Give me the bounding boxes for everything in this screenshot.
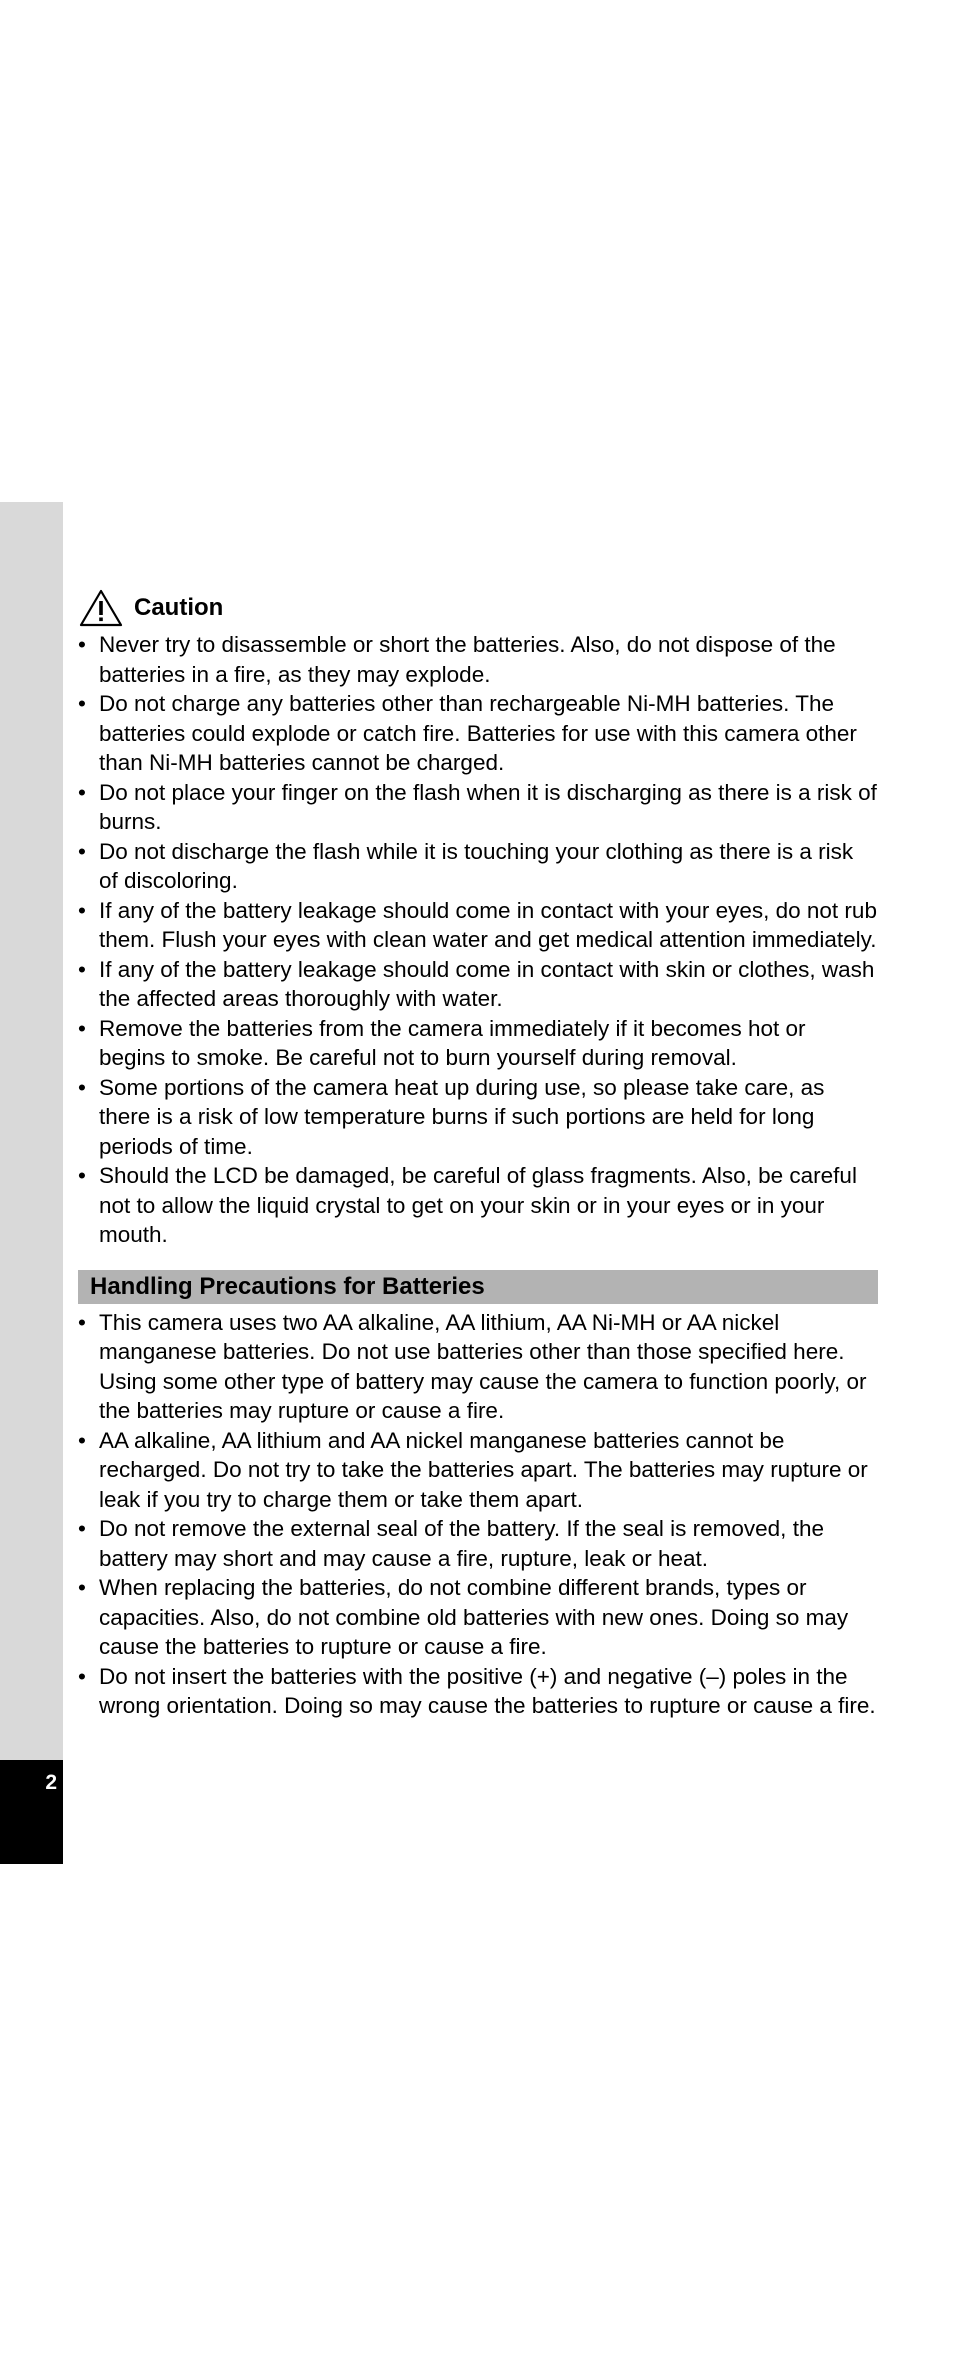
caution-list [78, 630, 878, 1250]
list-item: • Never try to disassemble or short the batteries. Also, do not dispose of the batteries in a fire, as they may explode. [78, 630, 878, 689]
caution-heading [78, 586, 878, 630]
list-item: • Do not remove the external seal of the battery. If the seal is removed, the battery may short and may cause a fire, rupture, leak or heat. [78, 1514, 878, 1573]
page-number: 2 [45, 1771, 57, 1794]
list-item: • Remove the batteries from the camera immediately if it becomes hot or begins to smoke. Be careful not to burn yourself during removal. [78, 1014, 878, 1073]
list-item: • Should the LCD be damaged, be careful of glass fragments. Also, be careful not to allow the liquid crystal to get on your skin or in your eyes or in your mouth. [78, 1161, 878, 1250]
list-item: • Do not place your finger on the flash when it is discharging as there is a risk of burns. [78, 778, 878, 837]
handling-list [78, 1308, 878, 1721]
list-item: • If any of the battery leakage should come in contact with skin or clothes, wash the affected areas thoroughly with water. [78, 955, 878, 1014]
side-band [0, 502, 63, 1760]
list-item: • AA alkaline, AA lithium and AA nickel manganese batteries cannot be recharged. Do not try to take the batteries apart. The batteries may rupture or leak if you try to charge them or take them apart. [78, 1426, 878, 1515]
section-heading: Handling Precautions for Batteries [78, 1270, 878, 1304]
page-content [78, 586, 878, 1721]
list-item: • Do not insert the batteries with the positive (+) and negative (–) poles in the wrong orientation. Doing so may cause the batteries to rupture or cause a fire. [78, 1662, 878, 1721]
list-item: • This camera uses two AA alkaline, AA lithium, AA Ni-MH or AA nickel manganese batteries. Do not use batteries other than those specified here. Using some other type of battery may cause the camera to function poorly, or the batteries may rupture or cause a fire. [78, 1308, 878, 1426]
list-item: • Do not charge any batteries other than rechargeable Ni-MH batteries. The batteries could explode or catch fire. Batteries for use with this camera other than Ni-MH batteries cannot be charged. [78, 689, 878, 778]
list-item: • Do not discharge the flash while it is touching your clothing as there is a risk of discoloring. [78, 837, 878, 896]
list-item: • If any of the battery leakage should come in contact with your eyes, do not rub them. Flush your eyes with clean water and get medical attention immediately. [78, 896, 878, 955]
list-item: • When replacing the batteries, do not combine different brands, types or capacities. Also, do not combine old batteries with new ones. Doing so may cause the batteries to rupture or cause a fire. [78, 1573, 878, 1662]
caution-title: Caution [134, 594, 224, 621]
warning-triangle-icon [78, 588, 124, 628]
list-item: • Some portions of the camera heat up during use, so please take care, as there is a risk of low temperature burns if such portions are held for long periods of time. [78, 1073, 878, 1162]
